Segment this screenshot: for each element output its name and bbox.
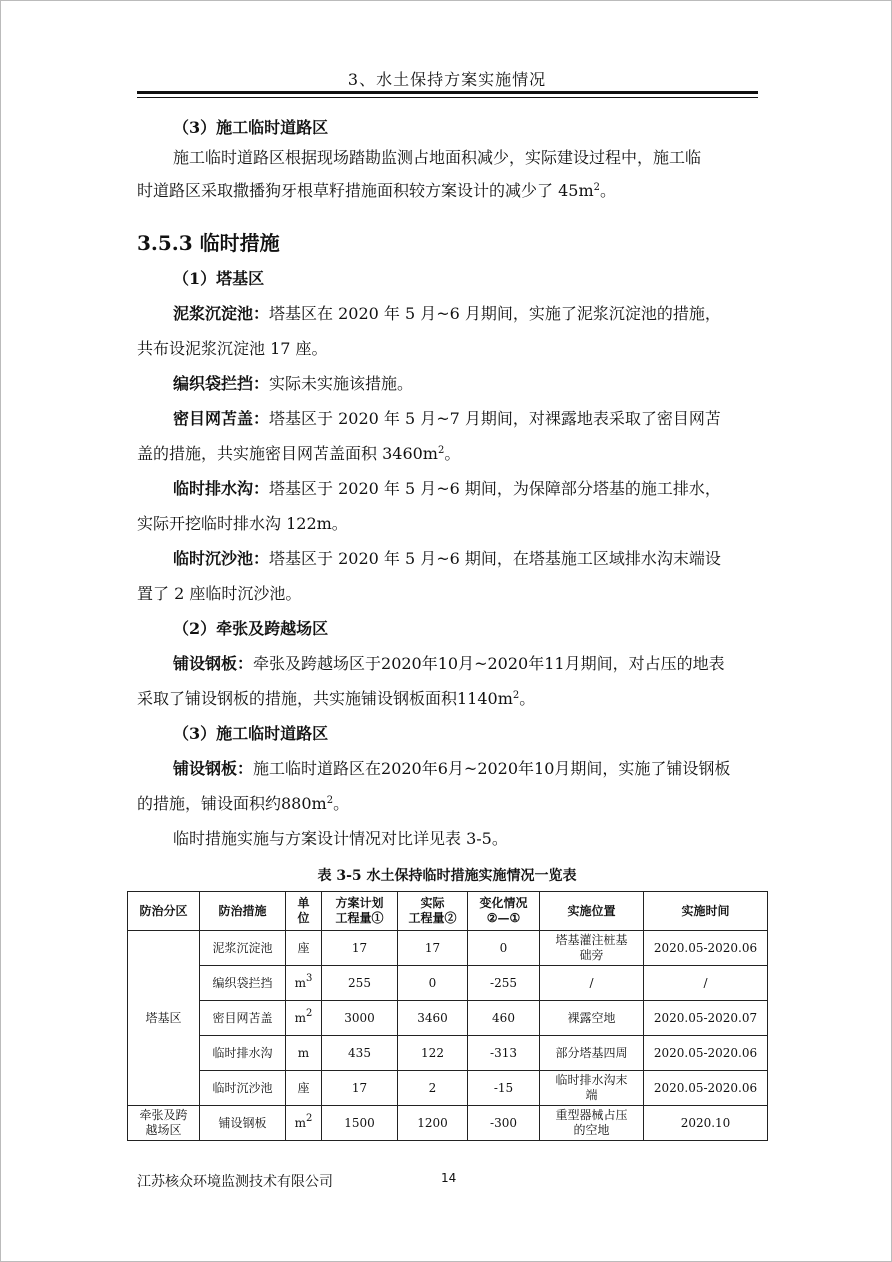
cell-unit: $m^3$ <box>286 966 322 1001</box>
cell-change: -15 <box>468 1071 540 1106</box>
road-paragraph-line-1: 铺设钢板：施工临时道路区在2020年6月~2020年10月期间，实施了铺设钢板 <box>173 759 731 778</box>
stringing-heading: （2）牵张及跨越场区 <box>173 619 329 638</box>
section-title: 3.5.3 临时措施 <box>137 231 280 255</box>
table-row <box>128 931 768 966</box>
cell-actual: 1200 <box>398 1106 468 1141</box>
cell-location: 临时排水沟末 端 <box>540 1071 644 1106</box>
cell-time: 2020.05-2020.06 <box>644 931 768 966</box>
cell-measure: 编织袋拦挡 <box>200 966 286 1001</box>
cell-unit: $m^2$ <box>286 1106 322 1141</box>
cell-change: 0 <box>468 931 540 966</box>
header-zone: 防治分区 <box>128 892 200 931</box>
cell-change: 460 <box>468 1001 540 1036</box>
header-change: 变化情况 ②—① <box>468 892 540 931</box>
header-rule-thick <box>137 91 758 94</box>
table-row <box>128 1106 768 1141</box>
net-paragraph-line-1: 密目网苫盖：塔基区于 2020 年 5 月~7 月期间，对裸露地表采取了密目网苫 <box>173 409 721 428</box>
zone-tower-cell: 塔基区 <box>128 931 200 1106</box>
cell-location: 塔基灌注桩基 础旁 <box>540 931 644 966</box>
road-paragraph-line-2: 的措施，铺设面积约$880m^2$。 <box>137 794 350 813</box>
mud-paragraph-line-1: 泥浆沉淀池：塔基区在 2020 年 5 月~6 月期间，实施了泥浆沉淀池的措施， <box>173 304 721 323</box>
cell-measure: 临时沉沙池 <box>200 1071 286 1106</box>
footer-company: 江苏核众环境监测技术有限公司 <box>137 1174 333 1190</box>
page-number: 14 <box>441 1171 457 1185</box>
cell-plan: 255 <box>322 966 398 1001</box>
cell-measure: 密目网苫盖 <box>200 1001 286 1036</box>
stringing-paragraph-line-1: 铺设钢板：牵张及跨越场区于2020年10月~2020年11月期间，对占压的地表 <box>173 654 725 673</box>
ditch-paragraph-line-1: 临时排水沟：塔基区于 2020 年 5 月~6 期间，为保障部分塔基的施工排水， <box>173 479 721 498</box>
cell-location: 裸露空地 <box>540 1001 644 1036</box>
table-header-row <box>128 892 768 931</box>
cell-unit: 座 <box>286 931 322 966</box>
cell-time: 2020.05-2020.06 <box>644 1036 768 1071</box>
intro-line-2: 时道路区采取撒播狗牙根草籽措施面积较方案设计的减少了 $45m^2$。 <box>137 181 617 200</box>
intro-line-1: 施工临时道路区根据现场踏勘监测占地面积减少，实际建设过程中，施工临 <box>173 148 702 167</box>
cell-change: -255 <box>468 966 540 1001</box>
cell-actual: 0 <box>398 966 468 1001</box>
cell-time: 2020.05-2020.07 <box>644 1001 768 1036</box>
running-header: 3、水土保持方案实施情况 <box>347 70 547 89</box>
cell-unit: $m^2$ <box>286 1001 322 1036</box>
cell-unit: m <box>286 1036 322 1071</box>
table-row <box>128 1071 768 1106</box>
cell-plan: 3000 <box>322 1001 398 1036</box>
table-row <box>128 966 768 1001</box>
cell-location: 重型器械占压 的空地 <box>540 1106 644 1141</box>
header-actual: 实际 工程量② <box>398 892 468 931</box>
header-plan: 方案计划 工程量① <box>322 892 398 931</box>
cell-measure: 铺设钢板 <box>200 1106 286 1141</box>
cell-actual: 17 <box>398 931 468 966</box>
cell-actual: 122 <box>398 1036 468 1071</box>
header-location: 实施位置 <box>540 892 644 931</box>
ditch-paragraph-line-2: 实际开挖临时排水沟 122m。 <box>137 514 348 533</box>
header-unit: 单 位 <box>286 892 322 931</box>
cell-change: -300 <box>468 1106 540 1141</box>
cell-plan: 17 <box>322 1071 398 1106</box>
cell-actual: 2 <box>398 1071 468 1106</box>
cell-location: / <box>540 966 644 1001</box>
zone-stringing-cell: 牵张及跨 越场区 <box>128 1106 200 1141</box>
cell-measure: 临时排水沟 <box>200 1036 286 1071</box>
cell-time: / <box>644 966 768 1001</box>
summary-line: 临时措施实施与方案设计情况对比详见表 3-5。 <box>173 829 508 848</box>
cell-plan: 1500 <box>322 1106 398 1141</box>
cell-change: -313 <box>468 1036 540 1071</box>
road-heading: （3）施工临时道路区 <box>173 724 329 743</box>
cell-actual: 3460 <box>398 1001 468 1036</box>
cell-measure: 泥浆沉淀池 <box>200 931 286 966</box>
bag-paragraph: 编织袋拦挡：实际未实施该措施。 <box>173 374 414 393</box>
cell-time: 2020.10 <box>644 1106 768 1141</box>
mud-paragraph-line-2: 共布设泥浆沉淀池 17 座。 <box>137 339 328 358</box>
table-caption: 表 3-5 水土保持临时措施实施情况一览表 <box>317 868 577 884</box>
table-row <box>128 1001 768 1036</box>
cell-location: 部分塔基四周 <box>540 1036 644 1071</box>
tower-heading: （1）塔基区 <box>173 269 265 288</box>
sand-paragraph-line-2: 置了 2 座临时沉沙池。 <box>137 584 302 603</box>
header-rule-thin <box>137 97 758 98</box>
stringing-paragraph-line-2: 采取了铺设钢板的措施，共实施铺设钢板面积$1140m^2$。 <box>137 689 536 708</box>
table-row <box>128 1036 768 1071</box>
cell-time: 2020.05-2020.06 <box>644 1071 768 1106</box>
header-time: 实施时间 <box>644 892 768 931</box>
cell-plan: 17 <box>322 931 398 966</box>
header-measure: 防治措施 <box>200 892 286 931</box>
intro-heading: （3）施工临时道路区 <box>173 118 329 137</box>
cell-plan: 435 <box>322 1036 398 1071</box>
cell-unit: 座 <box>286 1071 322 1106</box>
temporary-measures-table <box>127 891 768 1141</box>
net-paragraph-line-2: 盖的措施，共实施密目网苫盖面积 $3460m^2$。 <box>137 444 461 463</box>
sand-paragraph-line-1: 临时沉沙池：塔基区于 2020 年 5 月~6 期间，在塔基施工区域排水沟末端设 <box>173 549 721 568</box>
